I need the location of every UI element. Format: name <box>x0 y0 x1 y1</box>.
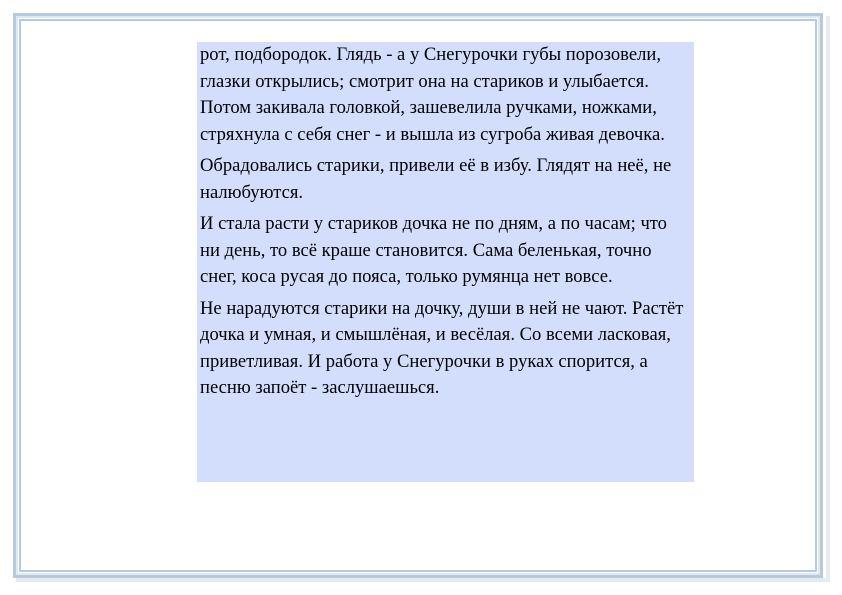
story-text-box <box>197 42 694 482</box>
frame-shadow-bottom <box>16 578 830 582</box>
story-paragraph-1: рот, подбородок. Глядь - а у Снегурочки губы порозовели, глазки открылись; смотрит она на стариков и улыбается. Потом закивала головкой, зашевелила ручками, ножками, стряхнула с себя снег - и вышла из сугроба живая девочка. <box>200 44 665 145</box>
story-paragraph-3: И стала расти у стариков дочка не по дням, а по часам; что ни день, то всё краше становится. Сама беленькая, точно снег, коса русая до пояса, только румянца нет вовсе. <box>200 213 667 287</box>
story-paragraph-4: Не нарадуются старики на дочку, души в ней не чают. Растёт дочка и умная, и смышлёная, и весёлая. Со всеми ласковая, приветливая. И работа у Снегурочки в руках спорится, а песню запоёт - заслушаешься. <box>200 297 684 398</box>
frame-shadow-right <box>826 16 830 581</box>
story-paragraph-2: Обрадовались старики, привели её в избу. Глядят на неё, не налюбуются. <box>200 155 672 203</box>
